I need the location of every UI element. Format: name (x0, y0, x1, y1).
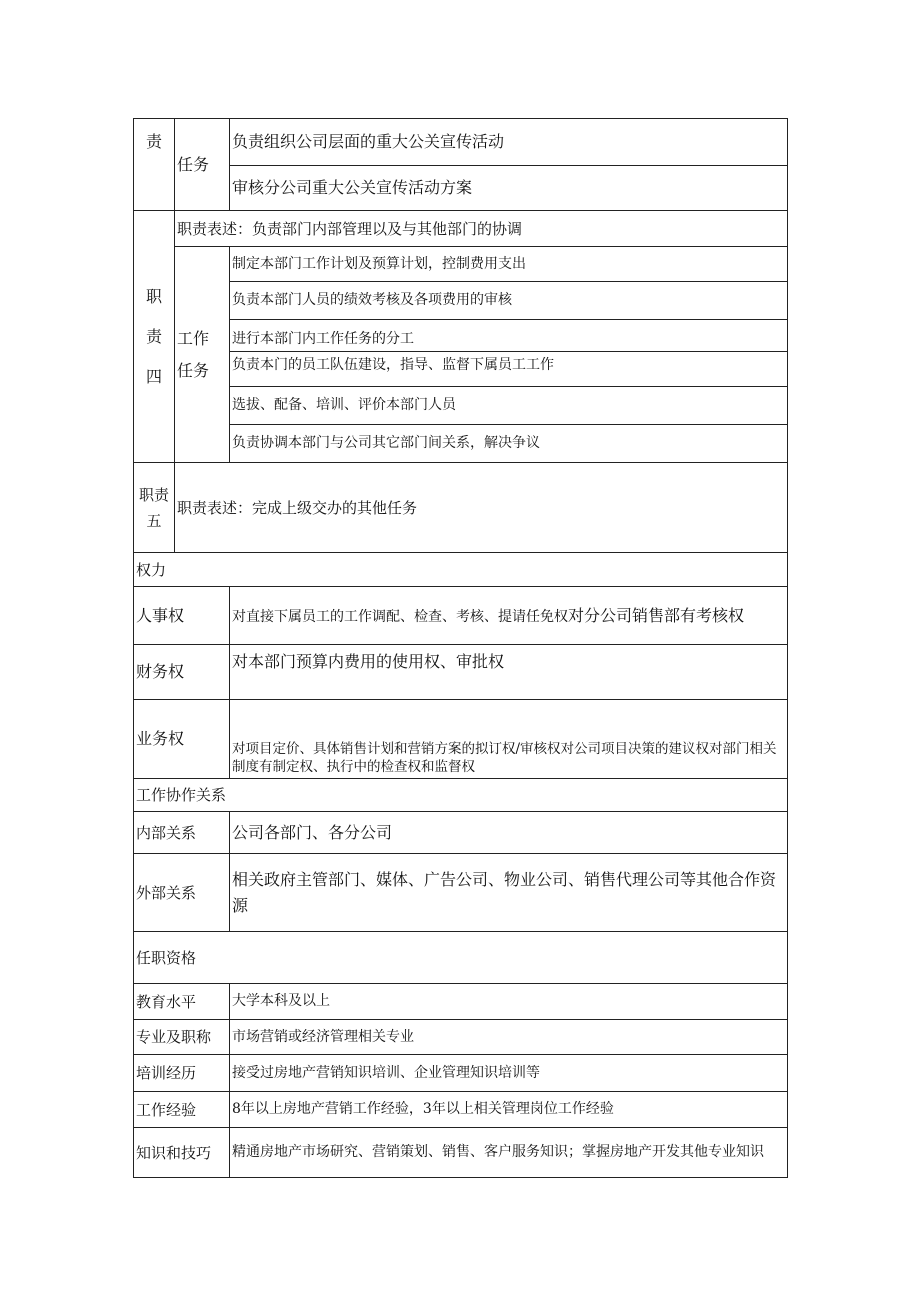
duty-four-tasks-label-line-1: 工作 (177, 328, 210, 348)
duty-four-label (134, 211, 175, 463)
qualification-label-training: 培训经历 (134, 1055, 230, 1092)
authority-value-personnel-part-1: 对直接下属员工的工作调配、检查、考核、提请任免权 (232, 608, 568, 625)
qualification-value-training: 接受过房地产营销知识培训、企业管理知识培训等 (230, 1055, 788, 1092)
authority-value-business: 对项目定价、具体销售计划和营销方案的拟订权/审核权对公司项目决策的建议权对部门相关制度有制定权、执行中的检查权和监督权 (230, 700, 788, 779)
qualification-value-education: 大学本科及以上 (230, 984, 788, 1020)
relations-label-external: 外部关系 (134, 854, 230, 932)
relations-header: 工作协作关系 (134, 779, 788, 812)
qualification-label-education: 教育水平 (134, 984, 230, 1020)
qualification-value-skills: 精通房地产市场研究、营销策划、销售、客户服务知识；掌握房地产开发其他专业知识 (230, 1128, 788, 1178)
authority-value-personnel-part-2: 对分公司销售部有考核权 (568, 605, 745, 625)
authority-header: 权力 (134, 553, 788, 587)
qualifications-header: 任职资格 (134, 932, 788, 984)
authority-value-personnel (230, 587, 788, 645)
authority-value-finance: 对本部门预算内费用的使用权、审批权 (230, 645, 788, 700)
job-description-table (133, 118, 788, 1178)
qualification-value-major: 市场营销或经济管理相关专业 (230, 1020, 788, 1055)
duty-five-label-line-2: 五 (146, 511, 162, 530)
duty-three-tasks-label: 任务 (175, 119, 230, 211)
duty-five-description: 职责表述：完成上级交办的其他任务 (175, 463, 788, 553)
qualification-value-experience: 8年以上房地产营销工作经验，3年以上相关管理岗位工作经验 (230, 1092, 788, 1128)
authority-label-personnel: 人事权 (134, 587, 230, 645)
relations-label-internal: 内部关系 (134, 812, 230, 854)
duty-four-task-6: 负责协调本部门与公司其它部门间关系，解决争议 (230, 425, 788, 463)
duty-four-task-2: 负责本部门人员的绩效考核及各项费用的审核 (230, 282, 788, 320)
duty-four-label-char-1: 职 (145, 286, 162, 306)
duty-four-tasks-label-line-2: 任务 (177, 360, 210, 380)
duty-four-task-1: 制定本部门工作计划及预算计划，控制费用支出 (230, 247, 788, 282)
duty-four-task-4: 负责本门的员工队伍建设，指导、监督下属员工工作 (230, 352, 788, 387)
duty-four-description: 职责表述：负责部门内部管理以及与其他部门的协调 (175, 211, 788, 247)
authority-label-business: 业务权 (134, 700, 230, 779)
duty-three-label: 责 (134, 119, 175, 211)
duty-four-task-5: 选拔、配备、培训、评价本部门人员 (230, 387, 788, 425)
duty-three-task-2: 审核分公司重大公关宣传活动方案 (230, 166, 788, 211)
relations-value-external: 相关政府主管部门、媒体、广告公司、物业公司、销售代理公司等其他合作资源 (230, 854, 788, 932)
authority-label-finance: 财务权 (134, 645, 230, 700)
job-description-document (133, 118, 787, 1178)
duty-four-label-char-2: 责 (145, 326, 162, 346)
duty-four-tasks-label (175, 247, 230, 463)
duty-five-label-line-1: 职责 (138, 485, 169, 504)
relations-value-internal: 公司各部门、各分公司 (230, 812, 788, 854)
duty-five-label (134, 463, 175, 553)
qualification-label-skills: 知识和技巧 (134, 1128, 230, 1178)
duty-four-label-char-3: 四 (145, 366, 162, 386)
duty-three-task-1: 负责组织公司层面的重大公关宣传活动 (230, 119, 788, 166)
duty-four-task-3: 进行本部门内工作任务的分工 (230, 320, 788, 352)
qualification-label-major: 专业及职称 (134, 1020, 230, 1055)
qualification-label-experience: 工作经验 (134, 1092, 230, 1128)
